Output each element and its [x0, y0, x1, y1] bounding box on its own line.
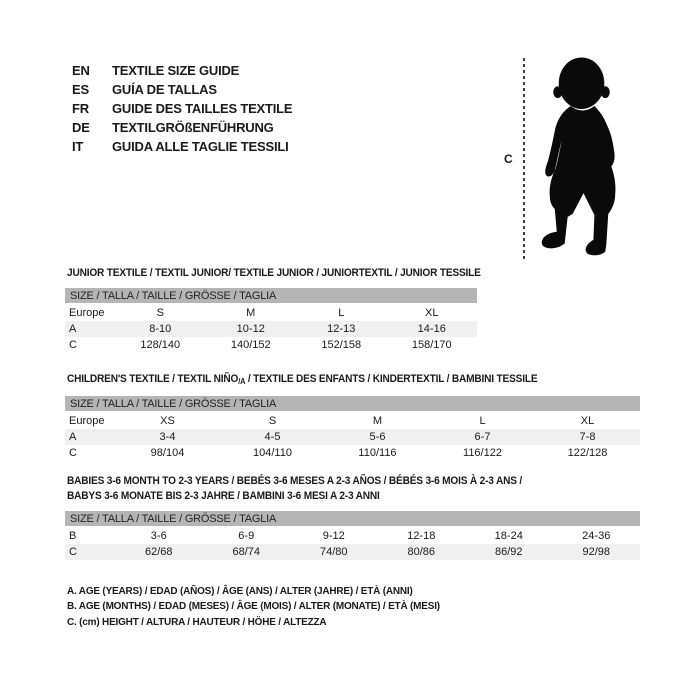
cell: 10-12	[236, 323, 265, 335]
language-row-de	[72, 118, 292, 137]
cell: 68/74	[232, 546, 261, 558]
height-measure-dashed-line	[523, 58, 525, 262]
cell: 92/98	[582, 546, 611, 558]
footnote-b: B. AGE (MONTHS) / EDAD (MESES) / ÂGE (MOIS) / ALTER (MONATE) / ETÀ (MESI)	[67, 600, 440, 613]
cell: 152/158	[321, 339, 362, 351]
cell: 158/170	[411, 339, 452, 351]
childrens-section-title	[67, 372, 594, 389]
row-label: A	[69, 431, 77, 443]
language-code: FR	[72, 101, 89, 116]
cell: 6-9	[238, 530, 255, 542]
table-row-height	[65, 544, 640, 560]
cell: 18-24	[494, 530, 523, 542]
cell: 3-6	[150, 530, 167, 542]
cell: 62/68	[144, 546, 173, 558]
cell: 86/92	[494, 546, 523, 558]
cell: M	[246, 307, 256, 319]
height-measure-label: C	[504, 152, 513, 166]
cell: 122/128	[567, 447, 608, 459]
junior-size-table	[65, 288, 477, 353]
table-row-europe	[65, 304, 477, 321]
cell: XS	[160, 415, 175, 427]
size-header-bar: SIZE / TALLA / TAILLE / GRÖSSE / TAGLIA	[65, 511, 640, 527]
cell: 74/80	[319, 546, 348, 558]
language-title: GUÍA DE TALLAS	[112, 82, 217, 97]
cell: 5-6	[369, 431, 386, 443]
cell: 104/110	[253, 447, 292, 459]
table-row-age	[65, 321, 477, 337]
cell: 12-13	[327, 323, 356, 335]
cell: XL	[580, 415, 595, 427]
cell: S	[156, 307, 164, 319]
cell: L	[479, 415, 486, 427]
language-title: GUIDE DES TAILLES TEXTILE	[112, 101, 293, 116]
cell: 9-12	[322, 530, 345, 542]
cell: 6-7	[474, 431, 491, 443]
size-header-bar: SIZE / TALLA / TAILLE / GRÖSSE / TAGLIA	[65, 396, 640, 412]
childrens-size-table	[65, 396, 640, 461]
table-row-age	[65, 429, 640, 445]
footnote-c: C. (cm) HEIGHT / ALTURA / HAUTEUR / HÖHE / ALTEZZA	[67, 615, 327, 628]
language-row-en	[72, 61, 292, 80]
cell: L	[338, 307, 345, 319]
footnote-legend	[67, 584, 460, 630]
language-title: GUIDA ALLE TAGLIE TESSILI	[112, 139, 289, 154]
row-label: Europe	[69, 415, 105, 427]
cell: 98/104	[150, 447, 185, 459]
language-code: IT	[72, 139, 84, 154]
language-row-it	[72, 137, 292, 156]
row-label: A	[69, 323, 77, 335]
cell: 8-10	[149, 323, 172, 335]
title-part2: / TEXTILE DES ENFANTS / KINDERTEXTIL / BAMBINI TESSILE	[245, 373, 538, 385]
language-code: ES	[72, 82, 89, 97]
cell: 7-8	[579, 431, 596, 443]
cell: XL	[425, 307, 439, 319]
childrens-textile-section	[65, 372, 640, 461]
babies-size-table	[65, 511, 640, 560]
size-header-bar: SIZE / TALLA / TAILLE / GRÖSSE / TAGLIA	[65, 288, 477, 304]
language-title-list	[72, 61, 292, 156]
cell: M	[372, 415, 383, 427]
cell: 3-4	[159, 431, 176, 443]
language-row-fr	[72, 99, 292, 118]
cell: 128/140	[140, 339, 181, 351]
footnote-a: A. AGE (YEARS) / EDAD (AÑOS) / ÂGE (ANS) / ALTER (JAHRE) / ETÀ (ANNI)	[67, 585, 413, 597]
cell: 140/152	[230, 339, 271, 351]
cell: 14-16	[417, 323, 446, 335]
language-code: DE	[72, 120, 90, 135]
row-label: C	[69, 339, 77, 351]
cell: 12-18	[407, 530, 436, 542]
cell: 110/116	[358, 447, 397, 459]
title-subscript: /A	[238, 377, 246, 386]
language-title: TEXTILE SIZE GUIDE	[112, 63, 240, 78]
title-part1: CHILDREN'S TEXTILE / TEXTIL NIÑO	[67, 373, 239, 385]
language-code: EN	[72, 63, 90, 78]
table-row-age-months	[65, 527, 640, 544]
babies-textile-section	[65, 474, 640, 560]
junior-textile-section	[65, 266, 481, 353]
junior-section-title: JUNIOR TEXTILE / TEXTIL JUNIOR/ TEXTILE JUNIOR / JUNIORTEXTIL / JUNIOR TESSILE	[67, 267, 481, 279]
cell: 116/122	[463, 447, 502, 459]
title-line-2: BABYS 3-6 MONATE BIS 2-3 JAHRE / BAMBINI 3-6 MESI A 2-3 ANNI	[67, 490, 380, 502]
row-label: Europe	[69, 307, 105, 319]
table-row-europe	[65, 412, 640, 429]
cell: 80/86	[407, 546, 436, 558]
cell: 4-5	[264, 431, 281, 443]
language-title: TEXTILGRÖßENFÜHRUNG	[112, 120, 274, 135]
language-row-es	[72, 80, 292, 99]
table-row-height	[65, 337, 477, 353]
babies-section-title	[67, 474, 594, 504]
title-line-1: BABIES 3-6 MONTH TO 2-3 YEARS / BEBÉS 3-6 MESES A 2-3 AÑOS / BÉBÉS 3-6 MOIS À 2-3 ANS /	[67, 475, 523, 487]
row-label: B	[69, 530, 77, 542]
row-label: C	[69, 546, 77, 558]
baby-silhouette-icon	[532, 56, 636, 260]
cell: S	[268, 415, 277, 427]
table-row-height	[65, 445, 640, 461]
cell: 24-36	[582, 530, 611, 542]
row-label: C	[69, 447, 77, 459]
